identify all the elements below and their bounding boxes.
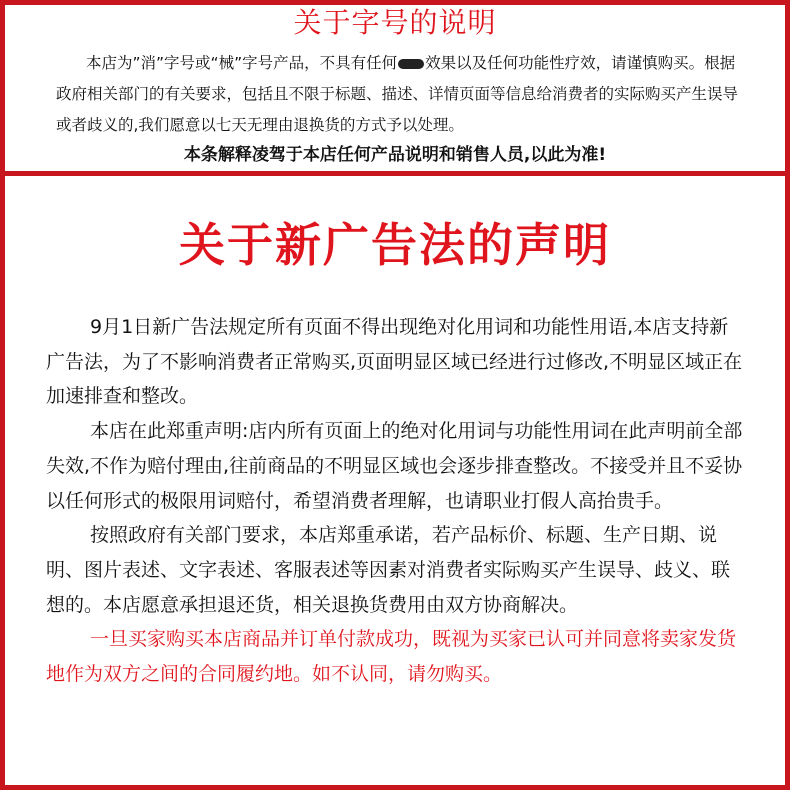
section1-paragraph bbox=[56, 48, 746, 141]
section2-paragraph-1: 9月1日新广告法规定所有页面不得出现绝对化用词和功能性用语,本店支持新广告法，为了不影响消费者正常购买,页面明显区域已经进行过修改,不明显区域正在加速排查和整改。 bbox=[46, 316, 743, 408]
section1-paragraph-start: 本店为”消”字号或“械”字号产品，不具有任何 bbox=[86, 54, 398, 72]
section1-title: 关于字号的说明 bbox=[293, 6, 497, 39]
section2-title: 关于新广告法的声明 bbox=[179, 218, 611, 272]
section2-red-paragraph: 一旦买家购买本店商品并订单付款成功，既视为买家已认可并同意将卖家发货地作为双方之间的合同履约地。如不认同，请勿购买。 bbox=[46, 628, 737, 686]
section2-paragraph-3: 按照政府有关部门要求，本店郑重承诺，若产品标价、标题、生产日期、说明、图片表述、文字表述、客服表述等因素对消费者实际购买产生误导、歧义、联想的。本店愿意承担退还货，相关退换货费用由双方协商解决。 bbox=[46, 524, 731, 616]
redaction-mark bbox=[398, 59, 424, 69]
section2-paragraph-2: 本店在此郑重声明:店内所有页面上的绝对化用词与功能性用词在此声明前全部失效,不作为赔付理由,往前商品的不明显区域也会逐步排查整改。不接受并且不妥协以任何形式的极限用词赔付，希望消费者理解，也请职业打假人高抬贵手。 bbox=[46, 420, 743, 512]
section1-bold-statement: 本条解释凌驾于本店任何产品说明和销售人员,以此为准! bbox=[183, 145, 607, 165]
section1-paragraph-end: 效果以及任何功能性疗效，请谨慎购买。根据政府相关部门的有关要求，包括且不限于标题、描述、详情页面等信息给消费者的实际购买产生误导或者歧义的,我们愿意以七天无理由退换货的方式予以处理。 bbox=[56, 54, 739, 134]
section-divider bbox=[0, 171, 790, 176]
section2-body bbox=[46, 310, 746, 692]
